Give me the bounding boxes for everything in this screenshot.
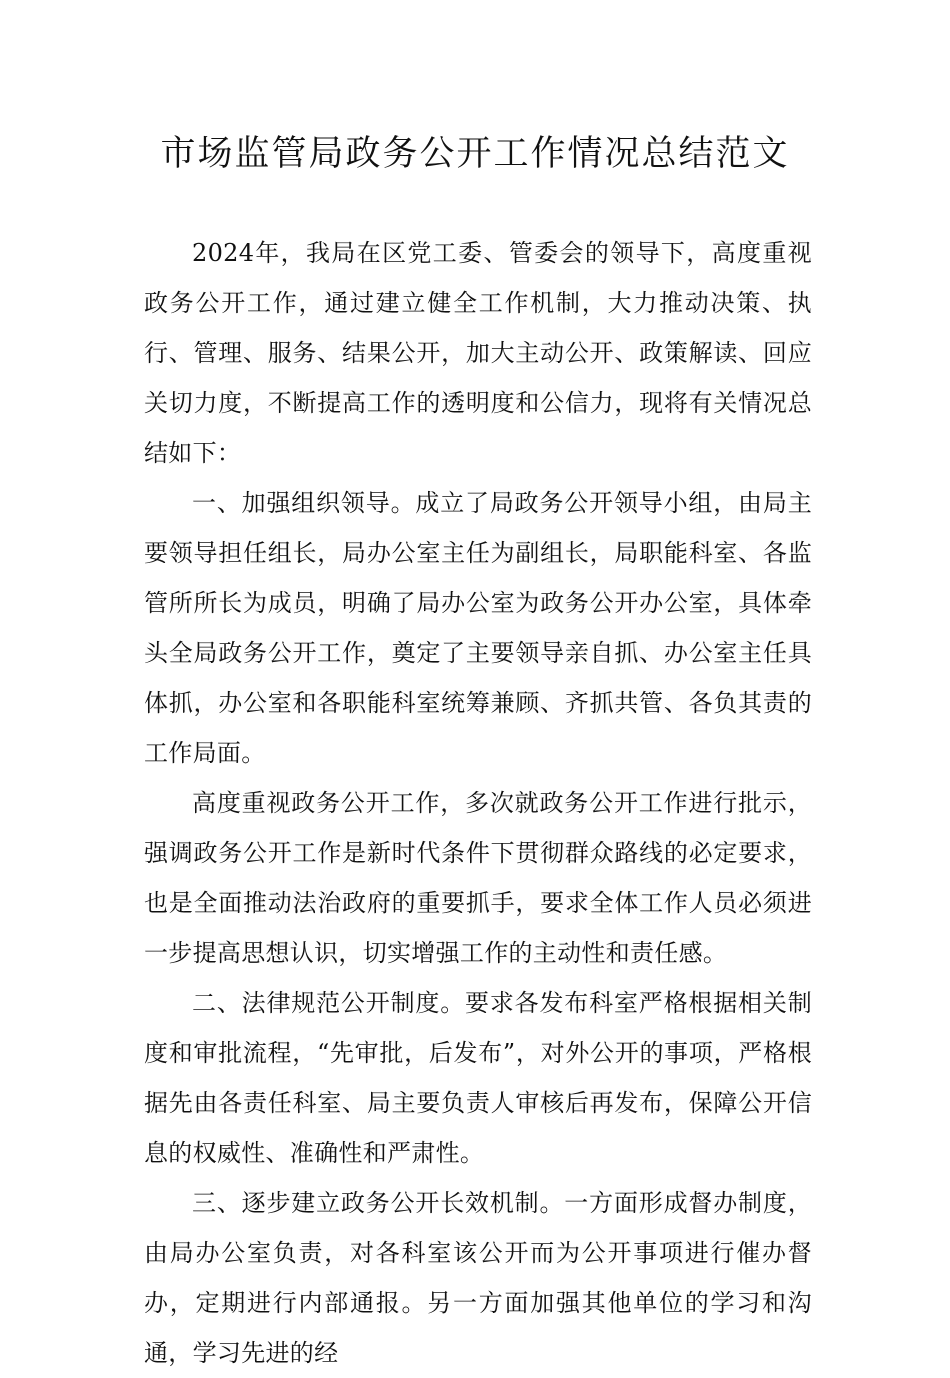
document-body [144, 228, 812, 1378]
paragraph-leadership-emphasis: 高度重视政务公开工作，多次就政务公开工作进行批示，强调政务公开工作是新时代条件下贯彻群众路线的必定要求，也是全面推动法治政府的重要抓手，要求全体工作人员必须进一步提高思想认识，切实增强工作的主动性和责任感。 [144, 789, 812, 967]
paragraph-section-1: 一、加强组织领导。成立了局政务公开领导小组，由局主要领导担任组长，局办公室主任为副组长，局职能科室、各监管所所长为成员，明确了局办公室为政务公开办公室，具体牵头全局政务公开工作，奠定了主要领导亲自抓、办公室主任具体抓，办公室和各职能科室统筹兼顾、齐抓共管、各负其责的工作局面。 [144, 489, 812, 767]
paragraph-intro: 2024年，我局在区党工委、管委会的领导下，高度重视政务公开工作，通过建立健全工作机制，大力推动决策、执行、管理、服务、结果公开，加大主动公开、政策解读、回应关切力度，不断提高工作的透明度和公信力，现将有关情况总结如下： [144, 239, 812, 467]
paragraph-section-2: 二、法律规范公开制度。要求各发布科室严格根据相关制度和审批流程，“先审批，后发布”，对外公开的事项，严格根据先由各责任科室、局主要负责人审核后再发布，保障公开信息的权威性、准确性和严肃性。 [144, 989, 812, 1167]
document-title: 市场监管局政务公开工作情况总结范文 [160, 134, 790, 174]
paragraph-section-3: 三、逐步建立政务公开长效机制。一方面形成督办制度，由局办公室负责，对各科室该公开而为公开事项进行催办督办，定期进行内部通报。另一方面加强其他单位的学习和沟通，学习先进的经 [144, 1189, 812, 1367]
